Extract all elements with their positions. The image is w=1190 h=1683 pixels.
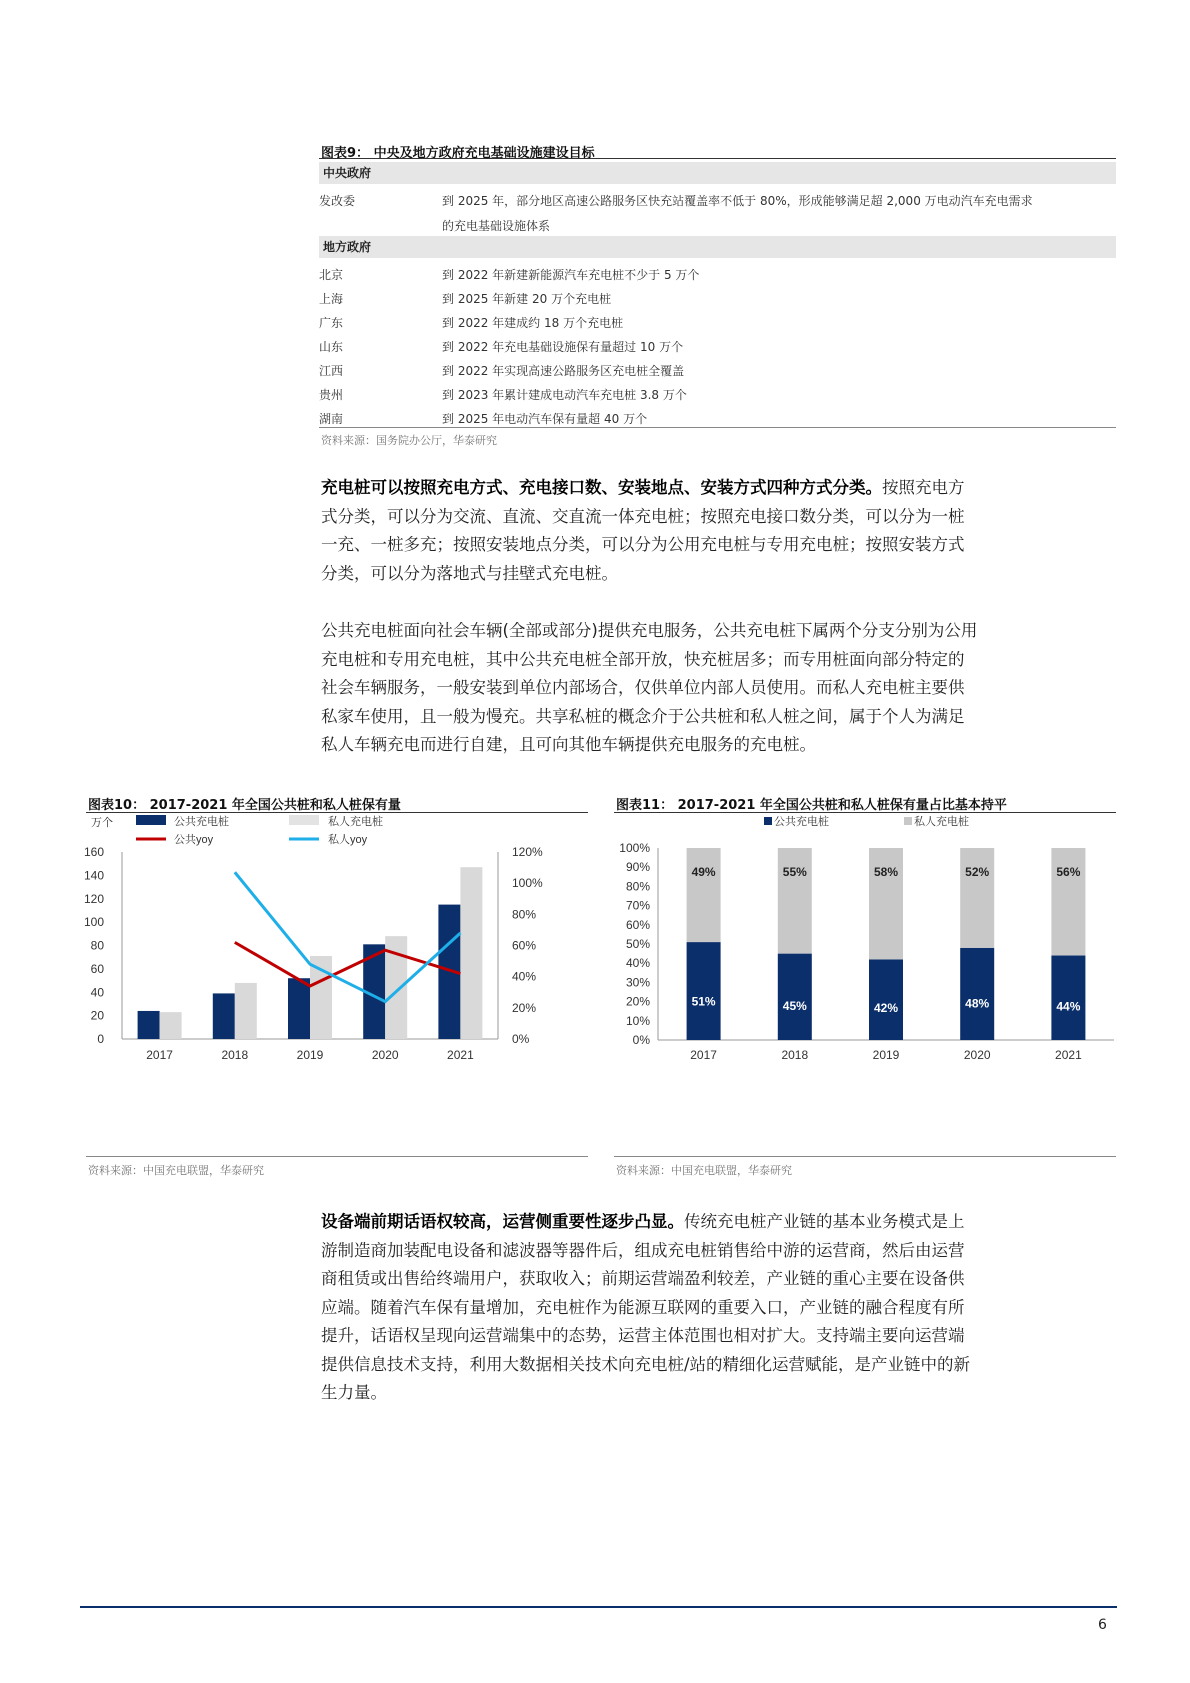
data-label-public: 45% bbox=[782, 998, 807, 1013]
bar-private bbox=[460, 867, 482, 1039]
fig9-central-header: 中央政府 bbox=[319, 162, 1116, 184]
y-tick-label: 60% bbox=[625, 917, 650, 932]
legend-swatch-public bbox=[136, 815, 166, 825]
x-tick-label: 2020 bbox=[963, 1048, 991, 1062]
paragraph-lead: 充电桩可以按照充电方式、充电接口数、安装地点、安装方式四种方式分类。 bbox=[321, 478, 882, 497]
y2-tick-label: 0% bbox=[512, 1032, 530, 1046]
y2-tick-label: 80% bbox=[512, 907, 537, 922]
fig9-title: 图表9： 中央及地方政府充电基础设施建设目标 bbox=[321, 146, 595, 161]
fig9-target-cont: 的充电基础设施体系 bbox=[442, 219, 551, 233]
bar-private bbox=[687, 848, 721, 942]
fig9-local-row bbox=[319, 383, 1116, 407]
fig9-target: 到 2025 年新建 20 万个充电桩 bbox=[442, 292, 612, 306]
legend-label-public-yoy: 公共yoy bbox=[174, 834, 214, 846]
fig9-org: 广东 bbox=[319, 316, 344, 330]
fig9-top-rule bbox=[319, 158, 1116, 159]
x-tick-label: 2018 bbox=[781, 1048, 809, 1062]
bar-public bbox=[213, 993, 235, 1039]
fig9-bottom-rule bbox=[319, 427, 1116, 428]
bar-private bbox=[235, 983, 257, 1039]
legend-label-private-yoy: 私人yoy bbox=[328, 834, 368, 846]
legend-label-public: 公共充电桩 bbox=[174, 816, 229, 828]
bar-private bbox=[160, 1012, 182, 1039]
page-number: 6 bbox=[1098, 1617, 1107, 1633]
data-label-public: 44% bbox=[1056, 999, 1081, 1014]
data-label-private: 58% bbox=[873, 865, 899, 879]
fig11-chart bbox=[614, 814, 1116, 1154]
bar-public bbox=[288, 978, 310, 1039]
fig9-org: 上海 bbox=[319, 292, 344, 306]
y-tick-label: 60 bbox=[90, 961, 104, 976]
data-label-private: 55% bbox=[782, 865, 807, 879]
bar-public bbox=[138, 1011, 160, 1039]
fig9-target: 到 2025 年电动汽车保有量超 40 万个 bbox=[442, 412, 648, 426]
x-tick-label: 2021 bbox=[447, 1048, 474, 1062]
x-tick-label: 2020 bbox=[371, 1048, 399, 1062]
fig9-org: 北京 bbox=[319, 268, 344, 282]
fig9-org: 山东 bbox=[319, 340, 344, 354]
fig9-target: 到 2022 年实现高速公路服务区充电桩全覆盖 bbox=[442, 364, 685, 378]
fig10-top-rule bbox=[86, 812, 588, 813]
y2-tick-label: 20% bbox=[512, 1000, 537, 1015]
fig9-org: 贵州 bbox=[319, 388, 344, 402]
data-label-public: 48% bbox=[965, 996, 990, 1011]
y-tick-label: 30% bbox=[625, 975, 650, 990]
fig10-chart bbox=[83, 814, 588, 1154]
data-label-public: 51% bbox=[691, 994, 716, 1009]
y2-tick-label: 40% bbox=[512, 969, 537, 984]
fig9-org: 发改委 bbox=[319, 194, 356, 208]
fig9-target: 到 2022 年充电基础设施保有量超过 10 万个 bbox=[442, 340, 684, 354]
legend-label-private: 私人充电桩 bbox=[914, 816, 969, 828]
fig9-org: 江西 bbox=[319, 364, 344, 378]
bar-public bbox=[1051, 956, 1085, 1040]
y-tick-label: 10% bbox=[625, 1013, 650, 1028]
fig9-local-row bbox=[319, 263, 1116, 287]
paragraph-classification: 充电桩可以按照充电方式、充电接口数、安装地点、安装方式四种方式分类。按照充电方 式分类，可以分为交流、直流、交直流一体充电桩；按照充电接口数分类，可以分为一桩 一充、一桩多充；按照安装地点分类，可以分为公用充电桩与专用充电桩；按照安装方式 分类，可以分为落地式与挂壁式充电桩。 bbox=[321, 478, 965, 583]
fig10-bottom-rule bbox=[86, 1156, 588, 1157]
y-tick-label: 50% bbox=[625, 937, 650, 951]
legend-swatch-private bbox=[289, 815, 319, 825]
fig9-local-row bbox=[319, 287, 1116, 311]
paragraph-industry-chain: 设备端前期话语权较高，运营侧重要性逐步凸显。传统充电桩产业链的基本业务模式是上 游制造商加装配电设备和滤波器等器件后，组成充电桩销售给中游的运营商，然后由运营 商租赁或出售给终端用户，获取收入；前期运营端盈利较差，产业链的重心主要在设备供 应端。随着汽车保有量增加，充电桩作为能源互联网的重要入口，产业链的融合程度有所 提升，话语权呈现向运营端集中的态势，运营主体范围也相对扩大。支持端主要向运营端 提供信息技术支持，利用大数据相关技术向充电桩/站的精细化运营赋能，是产业链中的新 生力量。 bbox=[321, 1212, 971, 1402]
fig10-source: 资料来源：中国充电联盟，华泰研究 bbox=[88, 1164, 264, 1177]
y-tick-label: 140 bbox=[83, 868, 104, 883]
paragraph-public-private: 公共充电桩面向社会车辆(全部或部分)提供充电服务，公共充电桩下属两个分支分别为公用 充电桩和专用充电桩，其中公共充电桩全部开放，快充桩居多；而专用桩面向部分特定的 社会车辆服务，一般安装到单位内部场合，仅供单位内部人员使用。而私人充电桩主要供 私家车使用，且一般为慢充。共享私桩的概念介于公共桩和私人桩之间，属于个人为满足 私人车辆充电而进行自建，且可向其他车辆提供充电服务的充电桩。 bbox=[321, 621, 978, 754]
fig9-local-row bbox=[319, 335, 1116, 359]
y-tick-label: 20 bbox=[90, 1008, 104, 1023]
fig11-source: 资料来源：中国充电联盟，华泰研究 bbox=[616, 1164, 792, 1177]
bar-public bbox=[778, 954, 812, 1040]
y-tick-label: 100 bbox=[83, 915, 104, 930]
fig9-local-row bbox=[319, 359, 1116, 383]
y-tick-label: 80% bbox=[625, 879, 650, 894]
y-tick-label: 0 bbox=[97, 1032, 104, 1046]
x-tick-label: 2021 bbox=[1055, 1048, 1082, 1062]
bar-public bbox=[687, 942, 721, 1040]
y2-tick-label: 100% bbox=[512, 876, 543, 891]
fig9-target: 到 2023 年累计建成电动汽车充电桩 3.8 万个 bbox=[442, 388, 687, 402]
x-tick-label: 2018 bbox=[221, 1048, 249, 1062]
fig11-top-rule bbox=[614, 812, 1116, 813]
bar-public bbox=[960, 948, 994, 1040]
y2-tick-label: 60% bbox=[512, 938, 537, 953]
y-tick-label: 70% bbox=[625, 898, 650, 913]
y-tick-label: 160 bbox=[83, 845, 104, 859]
x-tick-label: 2019 bbox=[872, 1048, 900, 1062]
y-tick-label: 40% bbox=[625, 956, 650, 971]
footer-rule bbox=[80, 1606, 1117, 1608]
x-tick-label: 2019 bbox=[296, 1048, 324, 1062]
y-tick-label: 100% bbox=[619, 841, 650, 855]
data-label-private: 56% bbox=[1056, 865, 1081, 879]
line-private-yoy bbox=[235, 872, 461, 1001]
y2-tick-label: 120% bbox=[512, 845, 543, 859]
fig9-org: 湖南 bbox=[319, 412, 344, 426]
fig9-central-row bbox=[319, 192, 1116, 234]
fig9-source: 资料来源：国务院办公厅，华泰研究 bbox=[321, 434, 497, 447]
data-label-private: 52% bbox=[965, 865, 990, 879]
x-tick-label: 2017 bbox=[146, 1048, 173, 1062]
y-tick-label: 80 bbox=[90, 938, 104, 953]
fig11-title: 图表11： 2017-2021 年全国公共桩和私人桩保有量占比基本持平 bbox=[616, 798, 1007, 813]
y-tick-label: 40 bbox=[90, 985, 104, 1000]
fig11-bottom-rule bbox=[614, 1156, 1116, 1157]
data-label-public: 42% bbox=[873, 1000, 899, 1015]
fig9-local-rows bbox=[319, 263, 1116, 431]
fig9-target: 到 2025 年，部分地区高速公路服务区快充站覆盖率不低于 80%，形成能够满足超 2,000 万电动汽车充电需求 bbox=[442, 194, 1033, 208]
legend-swatch-private bbox=[904, 817, 912, 825]
fig9-local-row bbox=[319, 311, 1116, 335]
fig9-local-header: 地方政府 bbox=[319, 236, 1116, 258]
y-tick-label: 20% bbox=[625, 994, 650, 1009]
bar-private bbox=[960, 848, 994, 948]
y-tick-label: 90% bbox=[625, 860, 650, 875]
legend-label-public: 公共充电桩 bbox=[774, 816, 829, 828]
paragraph-lead: 设备端前期话语权较高，运营侧重要性逐步凸显。 bbox=[321, 1212, 684, 1231]
fig10-title: 图表10： 2017-2021 年全国公共桩和私人桩保有量 bbox=[88, 798, 401, 813]
fig9-target: 到 2022 年新建新能源汽车充电桩不少于 5 万个 bbox=[442, 268, 700, 282]
bar-private bbox=[778, 848, 812, 954]
y-tick-label: 120 bbox=[83, 891, 104, 906]
y-tick-label: 0% bbox=[632, 1033, 650, 1047]
y-axis-unit: 万个 bbox=[91, 817, 113, 829]
data-label-private: 49% bbox=[691, 865, 716, 879]
legend-label-private: 私人充电桩 bbox=[328, 816, 383, 828]
x-tick-label: 2017 bbox=[690, 1048, 717, 1062]
bar-public bbox=[869, 959, 903, 1040]
legend-swatch-public bbox=[764, 817, 772, 825]
fig9-target: 到 2022 年建成约 18 万个充电桩 bbox=[442, 316, 624, 330]
